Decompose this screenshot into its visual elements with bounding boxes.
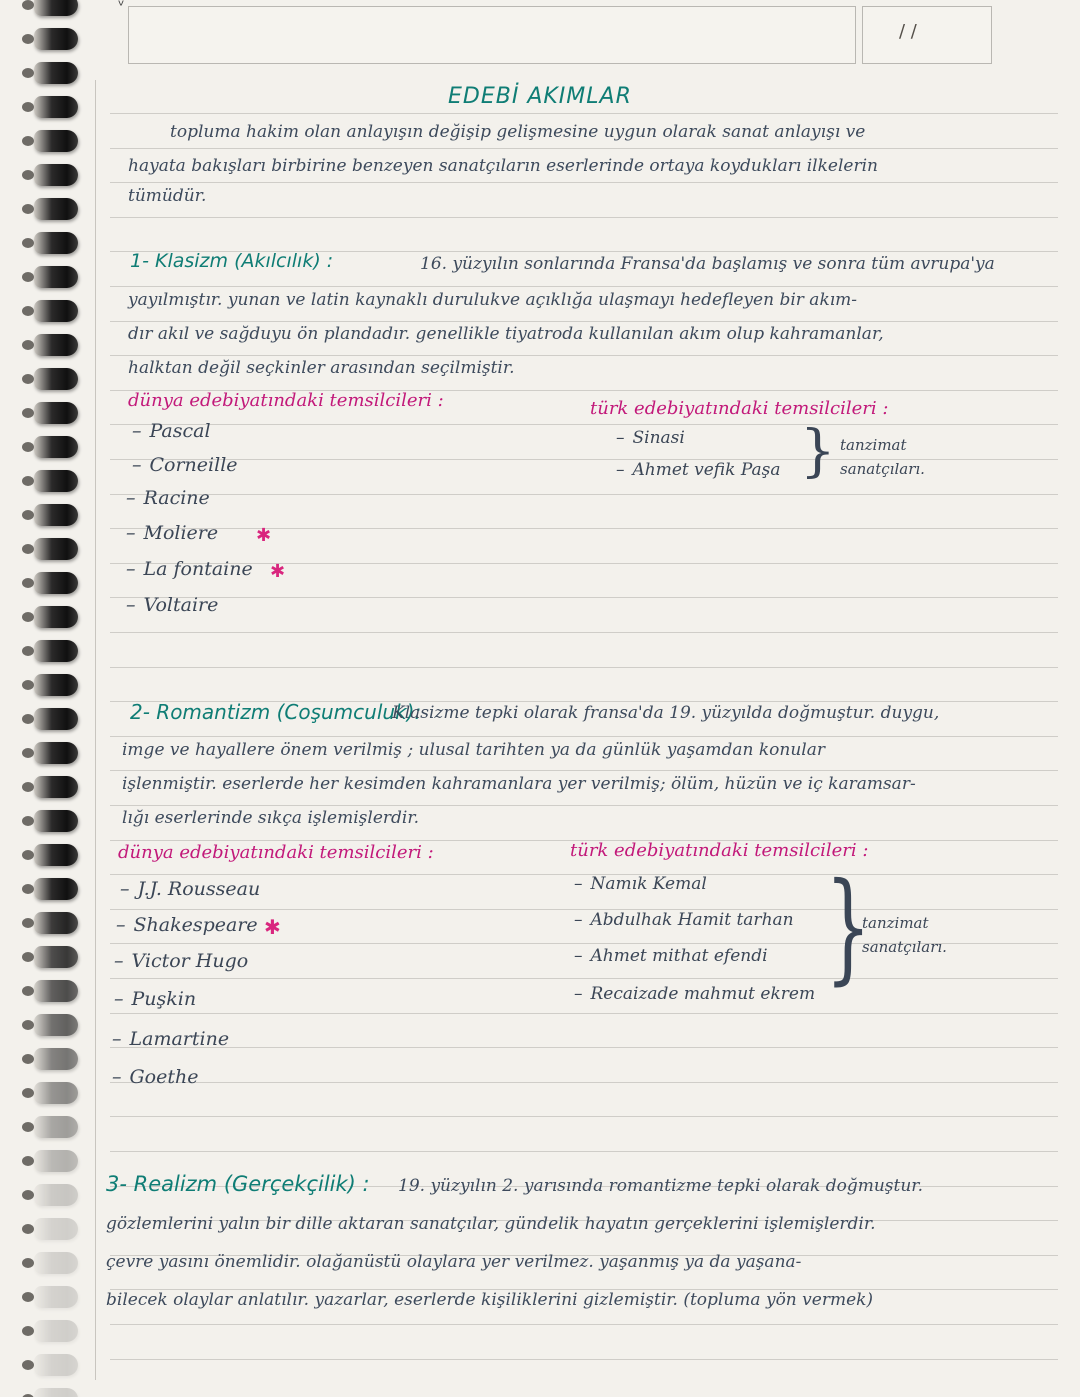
spiral-ring [34, 1388, 78, 1397]
section-2-world-item: – Goethe [112, 1066, 199, 1088]
brace-icon: } [800, 419, 836, 484]
binding-hole [22, 578, 34, 588]
binding-hole [22, 884, 34, 894]
binding-hole [22, 0, 34, 10]
section-3-heading: 3- Realizm (Gerçekçilik) : [106, 1172, 370, 1196]
spiral-ring [34, 402, 78, 424]
section-1-world-item: – Corneille [132, 454, 238, 476]
date-box [862, 6, 992, 64]
section-2-turkish-item: – Recaizade mahmut ekrem [574, 984, 816, 1004]
spiral-ring [34, 946, 78, 968]
section-2-world-item: – J.J. Rousseau [120, 878, 261, 900]
spiral-ring [34, 1184, 78, 1206]
section-1-world-label: dünya edebiyatındaki temsilcileri : [128, 390, 444, 411]
section-1-line-1: 16. yüzyılın sonlarında Fransa'da başlamış ve sonra tüm avrupa'ya [420, 254, 995, 274]
spiral-ring [34, 130, 78, 152]
binding-hole [22, 646, 34, 656]
section-1-world-item: – Racine [126, 487, 210, 509]
binding-hole [22, 1292, 34, 1302]
binding-hole [22, 34, 34, 44]
binding-hole [22, 1190, 34, 1200]
section-2-group-note: sanatçıları. [862, 938, 947, 956]
section-3-line-1: 19. yüzyılın 2. yarısında romantizme tepki olarak doğmuştur. [398, 1176, 923, 1196]
spiral-ring [34, 470, 78, 492]
binding-hole [22, 306, 34, 316]
spiral-ring [34, 708, 78, 730]
section-3-line-2: gözlemlerini yalın bir dille aktaran sanatçılar, gündelik hayatın gerçeklerini işlemişlerdir. [106, 1214, 876, 1234]
binding-hole [22, 68, 34, 78]
binding-hole [22, 1054, 34, 1064]
spiral-ring [34, 232, 78, 254]
spiral-ring [34, 538, 78, 560]
spiral-binding [0, 0, 90, 1397]
spiral-ring [34, 0, 78, 16]
spiral-ring [34, 1048, 78, 1070]
binding-hole [22, 340, 34, 350]
spiral-ring [34, 164, 78, 186]
spiral-ring [34, 1150, 78, 1172]
section-2-world-item: – Puşkin [114, 988, 197, 1010]
binding-hole [22, 1326, 34, 1336]
binding-hole [22, 850, 34, 860]
spiral-ring [34, 1286, 78, 1308]
spiral-ring [34, 912, 78, 934]
spiral-ring [34, 1014, 78, 1036]
binding-hole [22, 1088, 34, 1098]
binding-hole [22, 1020, 34, 1030]
spiral-ring [34, 572, 78, 594]
spiral-ring [34, 640, 78, 662]
section-2-world-label: dünya edebiyatındaki temsilcileri : [118, 842, 434, 863]
spiral-ring [34, 300, 78, 322]
spiral-ring [34, 1252, 78, 1274]
star-icon: ✱ [270, 561, 286, 582]
binding-hole [22, 136, 34, 146]
spiral-ring [34, 844, 78, 866]
date-slashes: / / [899, 21, 917, 42]
spiral-ring [34, 1320, 78, 1342]
binding-hole [22, 442, 34, 452]
section-1-group-note: tanzimat [840, 436, 907, 454]
section-1-heading: 1- Klasizm (Akılcılık) : [130, 250, 334, 272]
section-1-world-item: – Voltaire [126, 594, 219, 616]
binding-hole [22, 1258, 34, 1268]
spiral-ring [34, 436, 78, 458]
binding-hole [22, 374, 34, 384]
binding-hole [22, 1360, 34, 1370]
spiral-ring [34, 742, 78, 764]
spiral-ring [34, 96, 78, 118]
section-1-turkish-item: – Ahmet vefik Paşa [616, 460, 781, 480]
section-1-line-3: dır akıl ve sağduyu ön plandadır. genellikle tiyatroda kullanılan akım olup kahramanlar, [128, 324, 884, 344]
corner-mark: ᵛ [118, 0, 125, 15]
section-2-heading: 2- Romantizm (Coşumculuk): [130, 700, 422, 724]
binding-hole [22, 510, 34, 520]
spiral-ring [34, 1354, 78, 1376]
spiral-ring [34, 266, 78, 288]
section-1-world-item: – Pascal [132, 420, 211, 442]
binding-hole [22, 1156, 34, 1166]
section-2-turkish-label: türk edebiyatındaki temsilcileri : [570, 840, 869, 861]
section-2-turkish-item: – Abdulhak Hamit tarhan [574, 910, 794, 930]
spiral-ring [34, 606, 78, 628]
spiral-ring [34, 810, 78, 832]
binding-hole [22, 748, 34, 758]
section-2-group-note: tanzimat [862, 914, 929, 932]
section-1-line-2: yayılmıştır. yunan ve latin kaynaklı durulukve açıklığa ulaşmayı hedefleyen bir akım- [128, 290, 858, 310]
section-3-line-3: çevre yasını önemlidir. olağanüstü olaylara yer verilmez. yaşanmış ya da yaşana- [106, 1252, 802, 1272]
spiral-ring [34, 1116, 78, 1138]
spiral-ring [34, 674, 78, 696]
binding-hole [22, 612, 34, 622]
binding-hole [22, 204, 34, 214]
section-2-line-4: lığı eserlerinde sıkça işlemişlerdir. [122, 808, 419, 828]
brace-icon: } [825, 858, 872, 997]
section-1-turkish-item: – Sinasi [616, 428, 685, 448]
section-1-turkish-label: türk edebiyatındaki temsilcileri : [590, 398, 889, 419]
section-1-line-4: halktan değil seçkinler arasından seçilmiştir. [128, 358, 515, 378]
spiral-ring [34, 1082, 78, 1104]
binding-hole [22, 238, 34, 248]
binding-hole [22, 408, 34, 418]
intro-line-2: hayata bakışları birbirine benzeyen sanatçıların eserlerinde ortaya koydukları ilkelerin [128, 156, 878, 176]
section-2-world-item: – Lamartine [112, 1028, 230, 1050]
section-2-line-2: imge ve hayallere önem verilmiş ; ulusal tarihten ya da günlük yaşamdan konular [122, 740, 825, 760]
spiral-ring [34, 198, 78, 220]
spiral-ring [34, 504, 78, 526]
binding-hole [22, 816, 34, 826]
binding-hole [22, 476, 34, 486]
binding-hole [22, 952, 34, 962]
binding-hole [22, 102, 34, 112]
section-2-world-item: – Victor Hugo [114, 950, 249, 972]
spiral-ring [34, 1218, 78, 1240]
intro-line-3: tümüdür. [128, 186, 207, 206]
binding-hole [22, 918, 34, 928]
section-1-group-note: sanatçıları. [840, 460, 925, 478]
spiral-ring [34, 62, 78, 84]
binding-hole [22, 170, 34, 180]
section-2-world-item: – Shakespeare [116, 914, 258, 936]
section-2-turkish-item: – Namık Kemal [574, 874, 707, 894]
spiral-ring [34, 776, 78, 798]
page-title: EDEBİ AKIMLAR [448, 84, 632, 109]
section-3-line-4: bilecek olaylar anlatılır. yazarlar, eserlerde kişiliklerini gizlemiştir. (topluma yön vermek) [106, 1290, 874, 1310]
star-icon: ✱ [264, 915, 281, 939]
binding-hole [22, 680, 34, 690]
spiral-ring [34, 980, 78, 1002]
spiral-ring [34, 28, 78, 50]
intro-line-1: topluma hakim olan anlayışın değişip gelişmesine uygun olarak sanat anlayışı ve [170, 122, 866, 142]
section-1-world-item: – Moliere [126, 522, 219, 544]
header-box [128, 6, 856, 64]
binding-hole [22, 272, 34, 282]
binding-hole [22, 544, 34, 554]
spiral-ring [34, 334, 78, 356]
star-icon: ✱ [256, 525, 272, 546]
binding-hole [22, 986, 34, 996]
spiral-ring [34, 878, 78, 900]
section-2-line-1: Klasizme tepki olarak fransa'da 19. yüzyılda doğmuştur. duygu, [392, 703, 940, 723]
section-2-turkish-item: – Ahmet mithat efendi [574, 946, 768, 966]
binding-hole [22, 782, 34, 792]
spiral-ring [34, 368, 78, 390]
section-2-line-3: işlenmiştir. eserlerde her kesimden kahramanlara yer verilmiş; ölüm, hüzün ve iç karamsar- [122, 774, 916, 794]
section-1-world-item: – La fontaine [126, 558, 253, 580]
binding-hole [22, 1224, 34, 1234]
binding-hole [22, 714, 34, 724]
binding-hole [22, 1122, 34, 1132]
